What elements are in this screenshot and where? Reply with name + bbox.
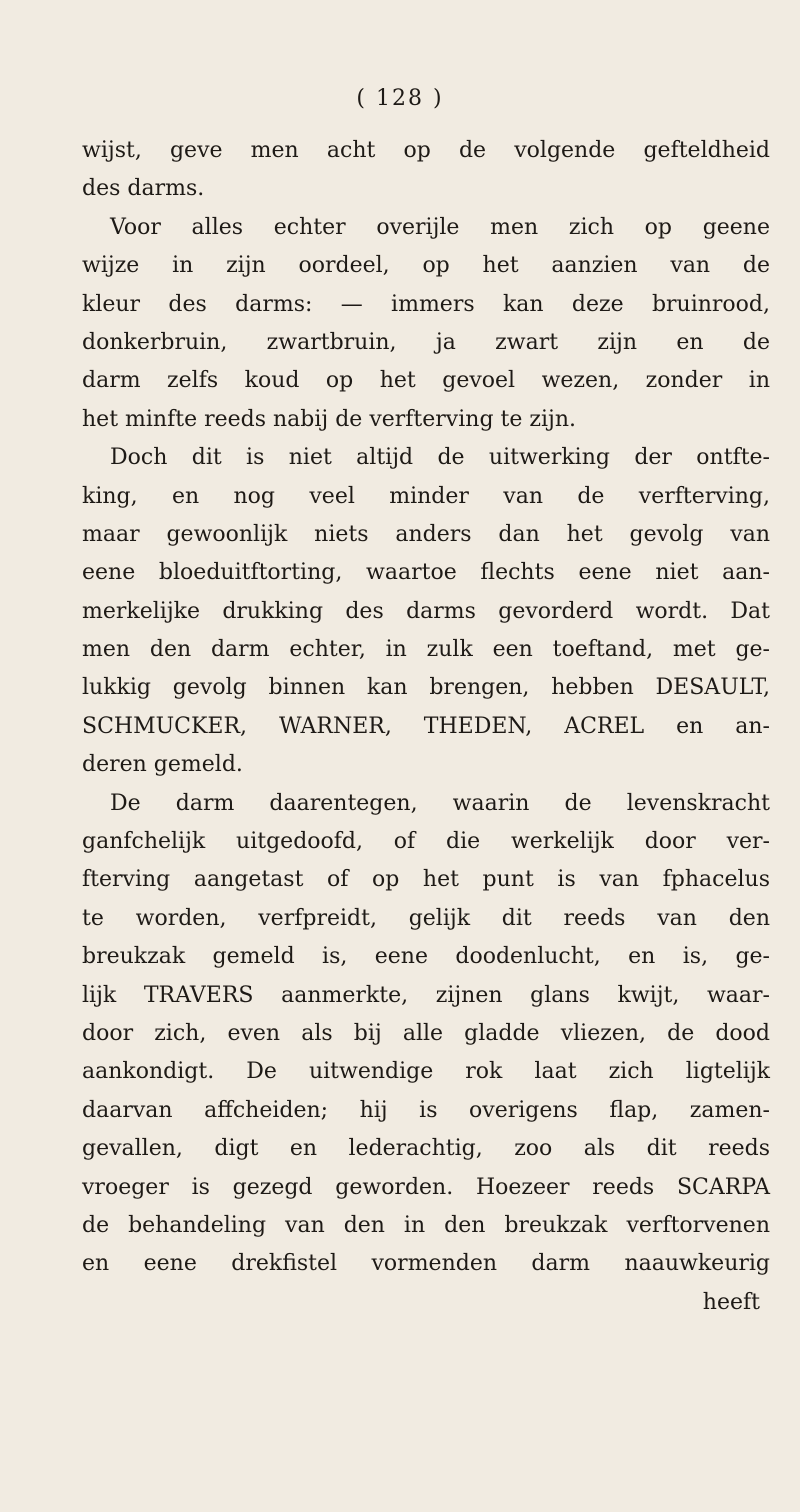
text-line: des darms. <box>82 176 205 202</box>
text-line: daarvan affcheiden; hij is overigens flap, zamen- <box>82 1097 770 1123</box>
text-line: door zich, even als bij alle gladde vliezen, de dood <box>82 1020 770 1046</box>
text-line: De darm daarentegen, waarin de levenskracht <box>110 790 770 816</box>
text-line: donkerbruin, zwartbruin, ja zwart zijn en de <box>82 329 770 355</box>
text-line: men den darm echter, in zulk een toeftand, met ge- <box>82 637 770 663</box>
text-line: lijk TRAVERS aanmerkte, zijnen glans kwijt, waar- <box>82 982 770 1008</box>
text-line: breukzak gemeld is, eene doodenlucht, en is, ge- <box>82 944 770 970</box>
page-number: ( 128 ) <box>356 86 444 111</box>
text-line: eene bloeduitftorting, waartoe flechts eene niet aan- <box>82 560 770 586</box>
text-line: wijze in zijn oordeel, op het aanzien van de <box>82 253 770 279</box>
text-line: wijst, geve men acht op de volgende gefteldheid <box>82 138 770 163</box>
text-line: de behandeling van den in den breukzak verftorvenen <box>82 1212 770 1238</box>
catchword: heeft <box>702 1289 760 1315</box>
text-line: fterving aangetast of op het punt is van fphacelus <box>82 867 770 893</box>
body-text <box>82 132 770 1322</box>
text-line: kleur des darms: — immers kan deze bruinrood, <box>82 291 770 317</box>
text-line: king, en nog veel minder van de verfterving, <box>82 483 770 509</box>
text-line: te worden, verfpreidt, gelijk dit reeds van den <box>82 905 770 931</box>
text-line: SCHMUCKER, WARNER, THEDEN, ACREL en an- <box>82 713 770 739</box>
text-line: vroeger is gezegd geworden. Hoezeer reeds SCARPA <box>82 1174 770 1200</box>
text-line: ganfchelijk uitgedoofd, of die werkelijk door ver- <box>82 829 770 855</box>
text-line: darm zelfs koud op het gevoel wezen, zonder in <box>82 368 770 394</box>
text-line: deren gemeld. <box>82 752 243 778</box>
text-line: maar gewoonlijk niets anders dan het gevolg van <box>82 521 770 547</box>
text-line: Voor alles echter overijle men zich op geene <box>110 214 770 240</box>
text-line: lukkig gevolg binnen kan brengen, hebben DESAULT, <box>82 675 770 701</box>
text-line: aankondigt. De uitwendige rok laat zich ligtelijk <box>82 1059 770 1085</box>
text-line: gevallen, digt en lederachtig, zoo als dit reeds <box>82 1136 770 1162</box>
text-line: merkelijke drukking des darms gevorderd wordt. Dat <box>82 598 770 624</box>
text-line: Doch dit is niet altijd de uitwerking der ontfte- <box>110 445 770 471</box>
text-line: het minfte reeds nabij de verfterving te zijn. <box>82 406 576 432</box>
text-line: en eene drekfistel vormenden darm naauwkeurig <box>82 1251 770 1277</box>
